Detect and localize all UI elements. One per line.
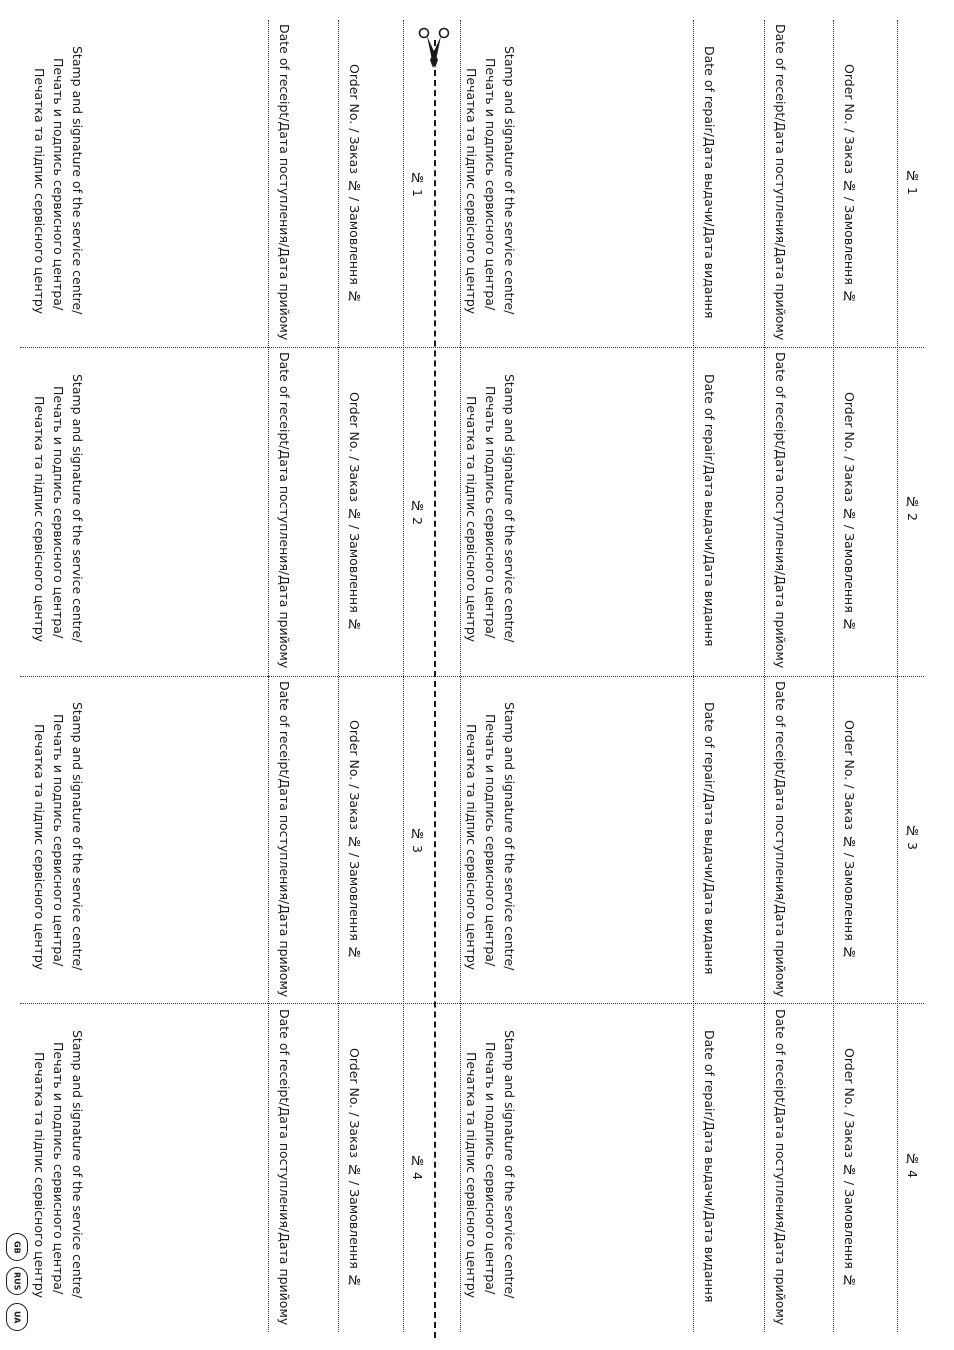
coupon-1-stamp-label: Stamp and signature of the service centre/ Печать и подпись сервисного центра/ Печатка та підпис сервісного центру xyxy=(464,46,517,315)
stub-2-order-label: Order No. / Заказ № / Замовлення № xyxy=(347,392,362,632)
coupon-4-order-label: Order No. / Заказ № / Замовлення № xyxy=(842,1048,857,1288)
field-line-right-stamp xyxy=(460,20,461,1332)
stub-2-stamp-label: Stamp and signature of the service centre/ Печать и подпись сервисного центра/ Печатка та підпис сервісного центру xyxy=(32,374,85,643)
stub-3-stamp-label: Stamp and signature of the service centre/ Печать и подпись сервисного центра/ Печатка та підпис сервісного центру xyxy=(32,702,85,971)
coupon-2-stamp-label: Stamp and signature of the service centre/ Печать и подпись сервисного центра/ Печатка та підпис сервісного центру xyxy=(464,374,517,643)
coupon-3-order-label: Order No. / Заказ № / Замовлення № xyxy=(842,720,857,960)
field-line-stub-receipt xyxy=(268,20,269,1332)
coupon-2-receipt-label: Date of receipt/Дата поступления/Дата прийому xyxy=(773,352,788,669)
coupon-4-stamp-label: Stamp and signature of the service centre/ Печать и подпись сервисного центра/ Печатка та підпис сервісного центру xyxy=(464,1030,517,1299)
language-badge-rus xyxy=(6,1267,28,1295)
coupon-2-repair-label: Date of repair/Дата выдачи/Дата видання xyxy=(702,374,717,647)
stub-2-number: № 2 xyxy=(410,498,425,525)
language-code-rus: RUS xyxy=(12,1271,22,1291)
coupon-2-number: № 2 xyxy=(905,494,920,521)
coupon-4-repair-label: Date of repair/Дата выдачи/Дата видання xyxy=(702,1030,717,1303)
coupon-4-receipt-label: Date of receipt/Дата поступления/Дата прийому xyxy=(773,1009,788,1326)
coupon-3-number: № 3 xyxy=(905,823,920,850)
stub-4-stamp-label: Stamp and signature of the service centre/ Печать и подпись сервисного центра/ Печатка та підпис сервісного центру xyxy=(32,1030,85,1299)
coupon-3-stamp-label: Stamp and signature of the service centre/ Печать и подпись сервисного центра/ Печатка та підпис сервісного центру xyxy=(464,702,517,971)
row-divider-1 xyxy=(268,347,924,348)
stub-1-receipt-label: Date of receipt/Дата поступления/Дата прийому xyxy=(277,24,292,341)
stub-1-stamp-label: Stamp and signature of the service centre/ Печать и подпись сервисного центра/ Печатка та підпис сервісного центру xyxy=(32,46,85,315)
row-divider-5 xyxy=(20,676,268,677)
stub-3-order-label: Order No. / Заказ № / Замовлення № xyxy=(347,720,362,960)
coupon-3-receipt-label: Date of receipt/Дата поступления/Дата прийому xyxy=(773,681,788,998)
row-divider-2 xyxy=(268,676,924,677)
coupon-1-order-label: Order No. / Заказ № / Замовлення № xyxy=(842,64,857,304)
scissors-icon xyxy=(416,26,452,70)
cut-line xyxy=(434,40,436,1338)
stub-4-number: № 4 xyxy=(410,1153,425,1180)
language-code-ua: UA xyxy=(12,1310,22,1324)
coupon-1-repair-label: Date of repair/Дата выдачи/Дата видання xyxy=(702,46,717,319)
field-line-stub-order xyxy=(338,20,339,1332)
field-line-stub-number xyxy=(403,20,404,1332)
row-divider-3 xyxy=(268,1003,924,1004)
coupon-1-receipt-label: Date of receipt/Дата поступления/Дата прийому xyxy=(773,24,788,341)
stub-1-number: № 1 xyxy=(410,170,425,197)
stub-2-receipt-label: Date of receipt/Дата поступления/Дата прийому xyxy=(277,352,292,669)
stub-4-receipt-label: Date of receipt/Дата поступления/Дата прийому xyxy=(277,1009,292,1326)
language-badge-ua xyxy=(6,1303,28,1331)
field-line-number xyxy=(897,20,898,1332)
stub-4-order-label: Order No. / Заказ № / Замовлення № xyxy=(347,1048,362,1288)
coupon-1-number: № 1 xyxy=(905,168,920,195)
row-divider-6 xyxy=(20,1003,268,1004)
field-line-receipt xyxy=(764,20,765,1332)
field-line-repair xyxy=(693,20,694,1332)
row-divider-4 xyxy=(20,347,268,348)
coupon-4-number: № 4 xyxy=(905,1151,920,1178)
coupon-3-repair-label: Date of repair/Дата выдачи/Дата видання xyxy=(702,702,717,975)
language-code-gb: GB xyxy=(12,1240,22,1254)
stub-3-receipt-label: Date of receipt/Дата поступления/Дата прийому xyxy=(277,681,292,998)
stub-3-number: № 3 xyxy=(410,826,425,853)
coupon-2-order-label: Order No. / Заказ № / Замовлення № xyxy=(842,392,857,632)
field-line-order xyxy=(833,20,834,1332)
stub-1-order-label: Order No. / Заказ № / Замовлення № xyxy=(347,64,362,304)
language-badge-gb xyxy=(6,1233,28,1261)
